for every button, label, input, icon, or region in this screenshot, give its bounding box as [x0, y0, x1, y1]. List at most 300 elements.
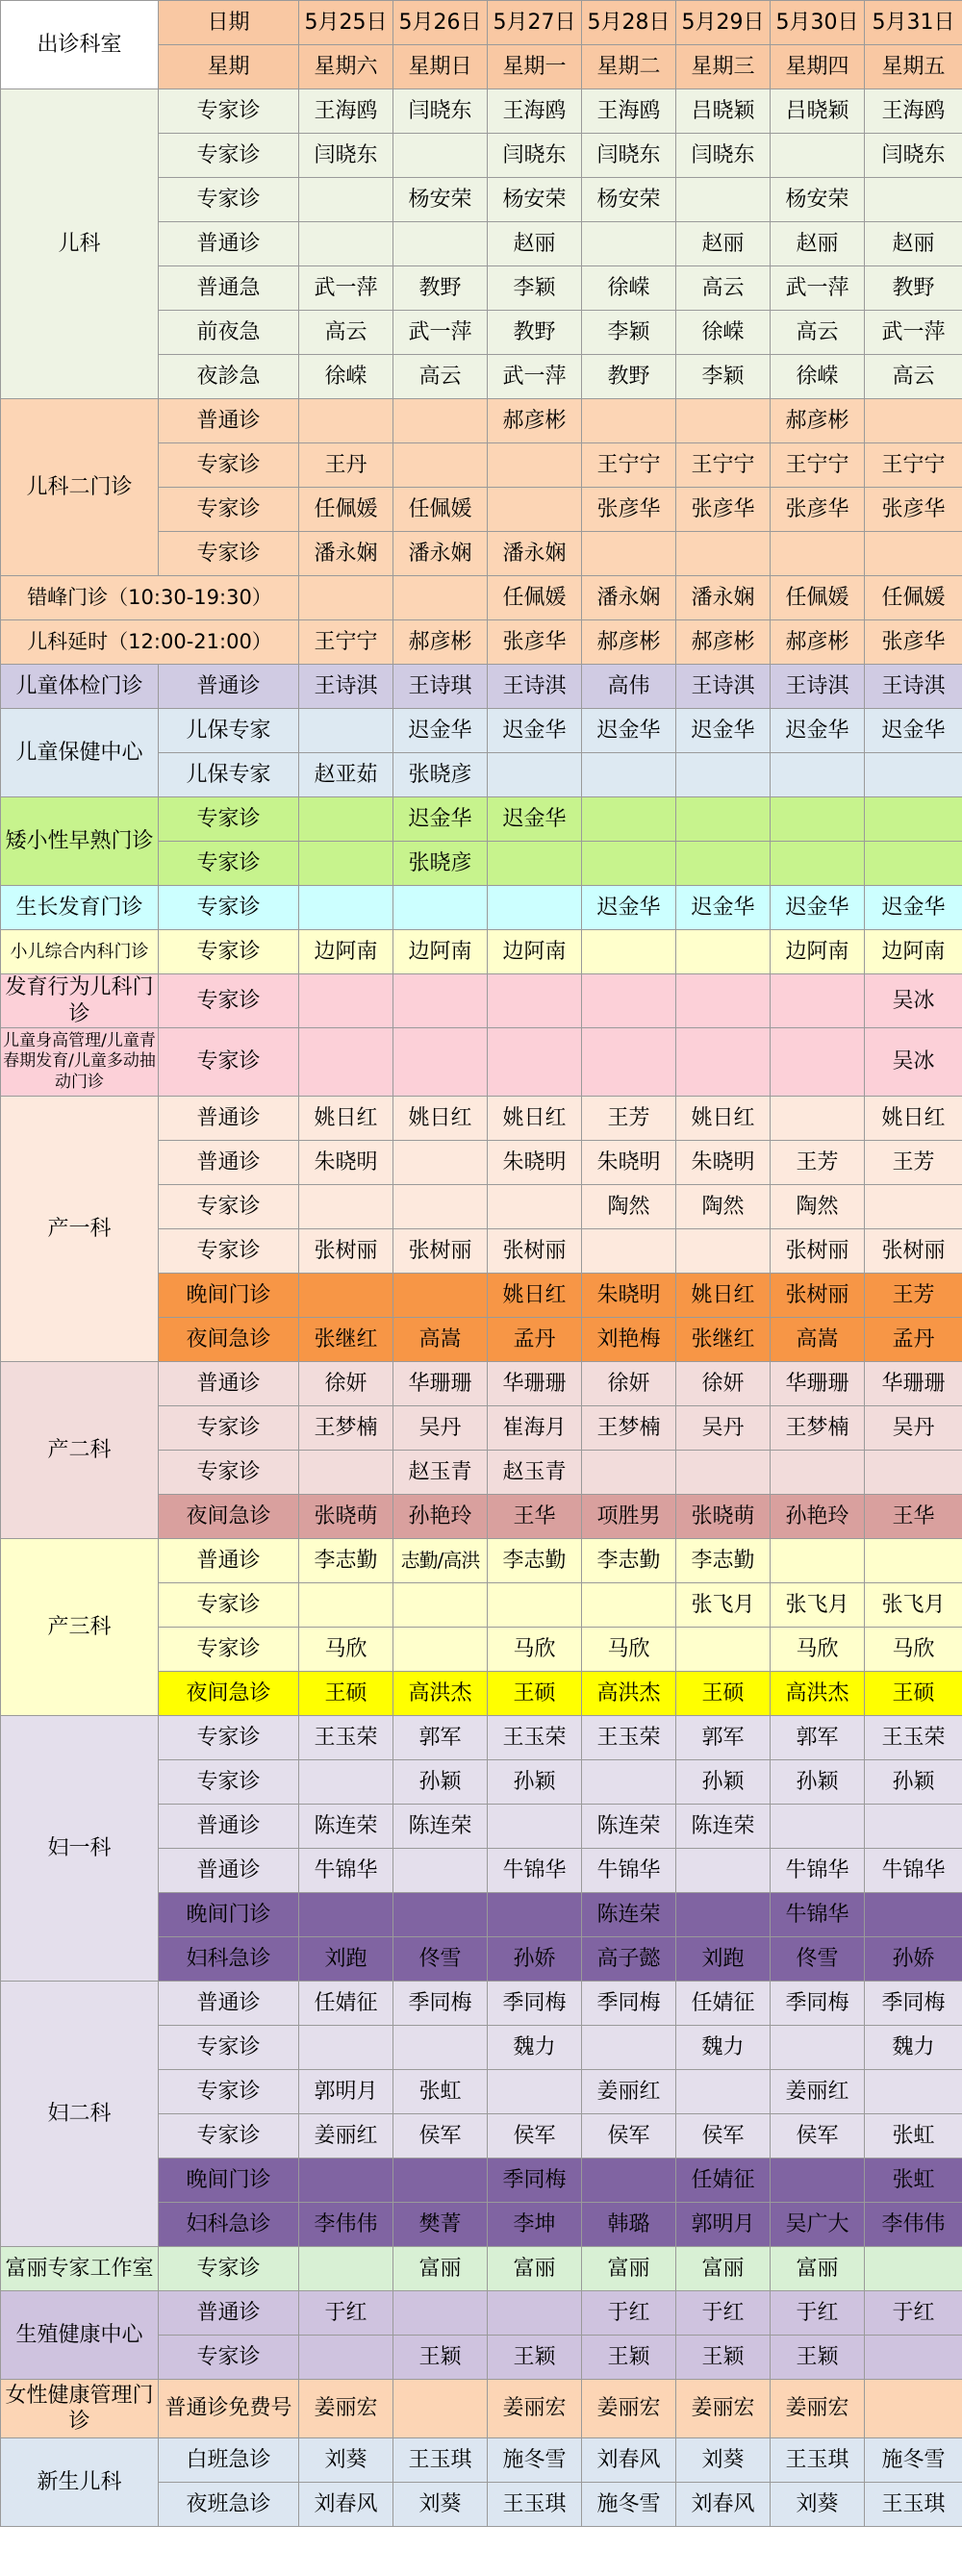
date-header: 5月28日 [582, 1, 676, 45]
doctor-cell: 刘跑 [299, 1937, 393, 1982]
doctor-cell: 高嵩 [771, 1318, 865, 1362]
clinic-type: 晚间门诊 [159, 1893, 299, 1937]
doctor-cell [771, 1097, 865, 1141]
clinic-type: 专家诊 [159, 178, 299, 222]
department-name: 产二科 [1, 1362, 159, 1539]
doctor-cell: 赵玉青 [488, 1451, 582, 1495]
schedule-row [1, 2438, 962, 2483]
doctor-cell: 迟金华 [676, 886, 771, 930]
doctor-cell: 韩璐 [582, 2203, 676, 2247]
doctor-cell [393, 2380, 488, 2438]
doctor-cell [299, 797, 393, 842]
doctor-cell [582, 930, 676, 974]
schedule-row [1, 797, 962, 842]
department-name: 儿科二门诊 [1, 399, 159, 576]
doctor-cell [582, 2159, 676, 2203]
doctor-cell: 王玉荣 [299, 1716, 393, 1760]
doctor-cell: 边阿南 [299, 930, 393, 974]
doctor-cell: 孙颖 [771, 1760, 865, 1805]
doctor-cell: 王芳 [582, 1097, 676, 1141]
doctor-cell: 牛锦华 [299, 1849, 393, 1893]
doctor-cell: 郭军 [393, 1716, 488, 1760]
doctor-cell: 吕晓颖 [771, 89, 865, 134]
doctor-cell [865, 1805, 962, 1849]
doctor-cell [582, 222, 676, 266]
schedule-row [1, 399, 962, 443]
clinic-type: 专家诊 [159, 2247, 299, 2291]
doctor-cell [488, 2070, 582, 2114]
doctor-cell: 朱晓明 [488, 1141, 582, 1185]
doctor-cell: 姜丽红 [582, 2070, 676, 2114]
doctor-cell [676, 532, 771, 576]
doctor-cell: 朱晓明 [582, 1141, 676, 1185]
doctor-cell [299, 1185, 393, 1229]
clinic-type: 妇科急诊 [159, 2203, 299, 2247]
doctor-cell: 侯军 [582, 2114, 676, 2159]
doctor-cell [771, 532, 865, 576]
doctor-cell: 吴冰 [865, 1028, 962, 1097]
doctor-cell: 于红 [299, 2291, 393, 2336]
schedule-row [1, 2291, 962, 2336]
doctor-cell [771, 1805, 865, 1849]
clinic-type: 普通诊 [159, 2291, 299, 2336]
doctor-cell: 朱晓明 [582, 1274, 676, 1318]
doctor-cell: 武一萍 [393, 311, 488, 355]
doctor-cell: 姚日红 [488, 1097, 582, 1141]
weekday-header: 星期三 [676, 45, 771, 89]
doctor-cell [865, 178, 962, 222]
doctor-cell [771, 797, 865, 842]
doctor-cell [393, 1141, 488, 1185]
doctor-cell: 王颖 [393, 2336, 488, 2380]
doctor-cell: 教野 [582, 355, 676, 399]
doctor-cell: 季同梅 [582, 1982, 676, 2026]
clinic-type: 夜班急诊 [159, 2483, 299, 2527]
doctor-cell [393, 1028, 488, 1097]
doctor-cell [582, 842, 676, 886]
doctor-cell: 牛锦华 [488, 1849, 582, 1893]
doctor-cell: 边阿南 [488, 930, 582, 974]
doctor-cell: 张继红 [676, 1318, 771, 1362]
schedule-body [1, 1, 962, 2527]
doctor-cell: 张树丽 [393, 1229, 488, 1274]
department-name: 儿科延时（12:00-21:00） [1, 620, 299, 665]
doctor-cell [865, 1451, 962, 1495]
doctor-cell [865, 1185, 962, 1229]
doctor-cell: 张晓彦 [393, 842, 488, 886]
doctor-cell: 魏力 [865, 2026, 962, 2070]
weekday-header: 星期五 [865, 45, 962, 89]
clinic-type: 普通诊 [159, 1805, 299, 1849]
doctor-cell: 王宁宁 [865, 443, 962, 488]
doctor-cell: 闫晓东 [676, 134, 771, 178]
clinic-type: 普通诊免费号 [159, 2380, 299, 2438]
clinic-type: 普通诊 [159, 665, 299, 709]
doctor-cell: 马欣 [865, 1628, 962, 1672]
date-header: 5月31日 [865, 1, 962, 45]
doctor-cell: 任婧征 [676, 2159, 771, 2203]
doctor-cell: 张彦华 [488, 620, 582, 665]
doctor-cell [582, 753, 676, 797]
clinic-type: 专家诊 [159, 842, 299, 886]
doctor-cell [676, 974, 771, 1028]
doctor-cell: 王海鸥 [488, 89, 582, 134]
doctor-cell: 郭军 [771, 1716, 865, 1760]
doctor-cell: 华珊珊 [865, 1362, 962, 1406]
doctor-cell: 孙艳玲 [393, 1495, 488, 1539]
date-header: 5月25日 [299, 1, 393, 45]
doctor-cell: 季同梅 [771, 1982, 865, 2026]
doctor-cell: 陈连荣 [299, 1805, 393, 1849]
doctor-cell: 郭军 [676, 1716, 771, 1760]
doctor-cell: 教野 [488, 311, 582, 355]
date-header: 5月30日 [771, 1, 865, 45]
schedule-row [1, 1716, 962, 1760]
doctor-cell [393, 1274, 488, 1318]
doctor-cell [393, 576, 488, 620]
doctor-cell [676, 753, 771, 797]
doctor-cell [393, 886, 488, 930]
department-name: 生长发育门诊 [1, 886, 159, 930]
doctor-cell: 潘永娴 [393, 532, 488, 576]
doctor-cell: 吴丹 [676, 1406, 771, 1451]
doctor-cell [393, 2026, 488, 2070]
doctor-cell: 孙颖 [393, 1760, 488, 1805]
doctor-cell: 迟金华 [488, 797, 582, 842]
clinic-type: 专家诊 [159, 2070, 299, 2114]
doctor-cell: 姚日红 [865, 1097, 962, 1141]
department-name: 妇二科 [1, 1982, 159, 2247]
doctor-cell [865, 753, 962, 797]
doctor-cell: 王梦楠 [771, 1406, 865, 1451]
doctor-cell: 牛锦华 [771, 1849, 865, 1893]
doctor-cell: 牛锦华 [865, 1849, 962, 1893]
clinic-type: 专家诊 [159, 1185, 299, 1229]
doctor-cell: 闫晓东 [865, 134, 962, 178]
clinic-type: 专家诊 [159, 532, 299, 576]
doctor-cell: 任佩媛 [393, 488, 488, 532]
schedule-row [1, 1982, 962, 2026]
doctor-cell: 王芳 [771, 1141, 865, 1185]
doctor-cell: 牛锦华 [771, 1893, 865, 1937]
doctor-cell: 教野 [393, 266, 488, 311]
doctor-cell: 富丽 [582, 2247, 676, 2291]
doctor-cell [676, 930, 771, 974]
doctor-cell: 张虹 [865, 2159, 962, 2203]
doctor-cell: 高嵩 [393, 1318, 488, 1362]
doctor-cell: 富丽 [393, 2247, 488, 2291]
doctor-cell: 王丹 [299, 443, 393, 488]
doctor-cell: 徐嵘 [582, 266, 676, 311]
doctor-cell: 徐嵘 [771, 355, 865, 399]
doctor-cell: 朱晓明 [676, 1141, 771, 1185]
clinic-type: 普通诊 [159, 1362, 299, 1406]
date-header: 5月27日 [488, 1, 582, 45]
doctor-cell [865, 532, 962, 576]
date-label: 日期 [159, 1, 299, 45]
doctor-cell: 张飞月 [771, 1583, 865, 1628]
clinic-type: 专家诊 [159, 134, 299, 178]
doctor-cell: 姜丽宏 [582, 2380, 676, 2438]
doctor-cell: 张彦华 [582, 488, 676, 532]
doctor-cell: 华珊珊 [771, 1362, 865, 1406]
clinic-type: 夜间急诊 [159, 1672, 299, 1716]
doctor-cell [865, 399, 962, 443]
clinic-type: 专家诊 [159, 1451, 299, 1495]
clinic-type: 普通诊 [159, 1982, 299, 2026]
doctor-cell: 杨安荣 [771, 178, 865, 222]
doctor-cell: 陈连荣 [582, 1805, 676, 1849]
doctor-cell: 朱晓明 [299, 1141, 393, 1185]
clinic-type: 普通诊 [159, 1539, 299, 1583]
doctor-cell: 姚日红 [676, 1274, 771, 1318]
doctor-cell [393, 2291, 488, 2336]
doctor-cell: 王玉荣 [865, 1716, 962, 1760]
doctor-cell [582, 399, 676, 443]
doctor-cell: 王颖 [488, 2336, 582, 2380]
doctor-cell [865, 842, 962, 886]
doctor-cell: 李坤 [488, 2203, 582, 2247]
weekday-header: 星期六 [299, 45, 393, 89]
doctor-cell [676, 797, 771, 842]
doctor-cell: 张树丽 [299, 1229, 393, 1274]
doctor-cell [299, 576, 393, 620]
clinic-type: 专家诊 [159, 974, 299, 1028]
doctor-cell: 志勤/高洪 [393, 1539, 488, 1583]
doctor-cell [299, 709, 393, 753]
doctor-cell: 武一萍 [771, 266, 865, 311]
clinic-type: 普通诊 [159, 1097, 299, 1141]
doctor-cell: 魏力 [676, 2026, 771, 2070]
doctor-cell: 马欣 [771, 1628, 865, 1672]
doctor-cell: 姜丽宏 [488, 2380, 582, 2438]
doctor-cell [676, 1028, 771, 1097]
doctor-cell [771, 134, 865, 178]
clinic-type: 儿保专家 [159, 709, 299, 753]
weekday-header: 星期一 [488, 45, 582, 89]
doctor-cell: 迟金华 [393, 797, 488, 842]
doctor-cell [299, 178, 393, 222]
doctor-cell: 杨安荣 [582, 178, 676, 222]
doctor-cell: 陶然 [676, 1185, 771, 1229]
doctor-cell: 孙颖 [676, 1760, 771, 1805]
schedule-row [1, 1362, 962, 1406]
doctor-cell: 王华 [488, 1495, 582, 1539]
clinic-type: 普通急 [159, 266, 299, 311]
schedule-row [1, 886, 962, 930]
doctor-cell [582, 797, 676, 842]
doctor-cell: 刘葵 [299, 2438, 393, 2483]
doctor-cell: 富丽 [676, 2247, 771, 2291]
doctor-cell: 崔海月 [488, 1406, 582, 1451]
doctor-cell: 潘永娴 [676, 576, 771, 620]
doctor-cell: 于红 [865, 2291, 962, 2336]
clinic-type: 晚间门诊 [159, 1274, 299, 1318]
clinic-type: 专家诊 [159, 1760, 299, 1805]
department-name: 妇一科 [1, 1716, 159, 1982]
department-name: 小儿综合内科门诊 [1, 930, 159, 974]
doctor-cell: 高洪杰 [771, 1672, 865, 1716]
doctor-cell: 张树丽 [865, 1229, 962, 1274]
clinic-type: 专家诊 [159, 1229, 299, 1274]
clinic-type: 专家诊 [159, 1628, 299, 1672]
doctor-cell: 刘葵 [393, 2483, 488, 2527]
schedule-row [1, 665, 962, 709]
clinic-type: 前夜急 [159, 311, 299, 355]
doctor-cell: 郝彦彬 [676, 620, 771, 665]
doctor-cell [582, 1583, 676, 1628]
schedule-row [1, 1539, 962, 1583]
schedule-row [1, 709, 962, 753]
doctor-cell: 孙颖 [865, 1760, 962, 1805]
doctor-cell: 王颖 [676, 2336, 771, 2380]
doctor-cell [299, 1028, 393, 1097]
clinic-type: 妇科急诊 [159, 1937, 299, 1982]
doctor-cell: 任婧征 [676, 1982, 771, 2026]
department-name: 儿科 [1, 89, 159, 399]
doctor-cell [299, 2159, 393, 2203]
doctor-cell [582, 532, 676, 576]
doctor-cell: 杨安荣 [488, 178, 582, 222]
doctor-cell: 姚日红 [488, 1274, 582, 1318]
doctor-cell [299, 1274, 393, 1318]
clinic-type: 专家诊 [159, 89, 299, 134]
doctor-cell: 张晓彦 [393, 753, 488, 797]
schedule-row [1, 930, 962, 974]
doctor-cell: 徐妍 [582, 1362, 676, 1406]
department-name: 儿童保健中心 [1, 709, 159, 797]
date-header: 5月29日 [676, 1, 771, 45]
doctor-cell [582, 1760, 676, 1805]
doctor-cell: 孙颖 [488, 1760, 582, 1805]
doctor-cell: 闫晓东 [488, 134, 582, 178]
clinic-type: 专家诊 [159, 2114, 299, 2159]
clinic-type: 晚间门诊 [159, 2159, 299, 2203]
department-name: 产三科 [1, 1539, 159, 1716]
doctor-cell [393, 443, 488, 488]
header-row-dates [1, 1, 962, 45]
doctor-cell [299, 2336, 393, 2380]
clinic-type: 专家诊 [159, 1583, 299, 1628]
doctor-cell: 李颖 [488, 266, 582, 311]
doctor-cell: 项胜男 [582, 1495, 676, 1539]
doctor-cell: 赵亚茹 [299, 753, 393, 797]
doctor-cell: 高子懿 [582, 1937, 676, 1982]
doctor-cell [582, 1229, 676, 1274]
clinic-type: 专家诊 [159, 488, 299, 532]
clinic-type: 普通诊 [159, 399, 299, 443]
doctor-cell: 高洪杰 [393, 1672, 488, 1716]
doctor-cell: 王诗淇 [299, 665, 393, 709]
doctor-cell: 马欣 [299, 1628, 393, 1672]
doctor-cell: 迟金华 [771, 886, 865, 930]
doctor-cell: 佟雪 [393, 1937, 488, 1982]
doctor-cell [299, 2247, 393, 2291]
doctor-cell: 郭明月 [676, 2203, 771, 2247]
doctor-cell [299, 1583, 393, 1628]
doctor-cell: 张飞月 [865, 1583, 962, 1628]
doctor-cell: 郝彦彬 [488, 399, 582, 443]
doctor-cell [865, 2070, 962, 2114]
doctor-cell: 季同梅 [488, 1982, 582, 2026]
doctor-cell [676, 1451, 771, 1495]
doctor-cell: 马欣 [488, 1628, 582, 1672]
clinic-type: 专家诊 [159, 930, 299, 974]
doctor-cell: 张树丽 [771, 1229, 865, 1274]
doctor-cell: 王玉琪 [393, 2438, 488, 2483]
doctor-cell: 高云 [676, 266, 771, 311]
doctor-cell: 吴广大 [771, 2203, 865, 2247]
department-name: 生殖健康中心 [1, 2291, 159, 2380]
doctor-cell [488, 1805, 582, 1849]
doctor-cell: 王梦楠 [299, 1406, 393, 1451]
doctor-cell [393, 974, 488, 1028]
doctor-cell: 王宁宁 [771, 443, 865, 488]
schedule-row [1, 620, 962, 665]
doctor-cell: 王硕 [865, 1672, 962, 1716]
doctor-cell: 王诗琪 [393, 665, 488, 709]
doctor-cell: 姜丽红 [771, 2070, 865, 2114]
doctor-cell [676, 842, 771, 886]
doctor-cell: 侯军 [393, 2114, 488, 2159]
doctor-cell [488, 488, 582, 532]
doctor-cell [771, 753, 865, 797]
doctor-cell: 王玉荣 [488, 1716, 582, 1760]
doctor-cell: 任婧征 [299, 1982, 393, 2026]
doctor-cell: 高云 [299, 311, 393, 355]
doctor-cell [865, 797, 962, 842]
department-name: 儿童身高管理/儿童青春期发育/儿童多动抽动门诊 [1, 1028, 159, 1097]
clinic-type: 专家诊 [159, 2026, 299, 2070]
doctor-cell: 吴冰 [865, 974, 962, 1028]
department-name: 错峰门诊（10:30-19:30） [1, 576, 299, 620]
doctor-cell [299, 1760, 393, 1805]
doctor-cell: 刘艳梅 [582, 1318, 676, 1362]
doctor-cell: 魏力 [488, 2026, 582, 2070]
doctor-cell: 赵丽 [676, 222, 771, 266]
doctor-cell: 刘春风 [582, 2438, 676, 2483]
doctor-cell [488, 443, 582, 488]
department-name: 新生儿科 [1, 2438, 159, 2527]
doctor-cell: 陈连荣 [582, 1893, 676, 1937]
doctor-cell: 陶然 [771, 1185, 865, 1229]
doctor-cell: 季同梅 [393, 1982, 488, 2026]
doctor-cell: 施冬雪 [488, 2438, 582, 2483]
doctor-cell: 张晓萌 [299, 1495, 393, 1539]
doctor-cell [676, 399, 771, 443]
doctor-cell: 王梦楠 [582, 1406, 676, 1451]
clinic-type: 普通诊 [159, 1141, 299, 1185]
doctor-cell [488, 842, 582, 886]
doctor-cell: 迟金华 [865, 709, 962, 753]
doctor-cell: 李伟伟 [299, 2203, 393, 2247]
doctor-cell: 张飞月 [676, 1583, 771, 1628]
department-name: 富丽专家工作室 [1, 2247, 159, 2291]
doctor-cell: 张彦华 [865, 620, 962, 665]
doctor-cell: 张虹 [393, 2070, 488, 2114]
doctor-cell [488, 753, 582, 797]
doctor-cell: 陈连荣 [676, 1805, 771, 1849]
doctor-cell: 刘葵 [676, 2438, 771, 2483]
clinic-type: 夜診急 [159, 355, 299, 399]
doctor-cell [393, 399, 488, 443]
doctor-cell [299, 399, 393, 443]
department-name: 矮小性早熟门诊 [1, 797, 159, 886]
schedule-row [1, 2247, 962, 2291]
doctor-cell: 武一萍 [865, 311, 962, 355]
doctor-cell: 侯军 [488, 2114, 582, 2159]
doctor-cell: 王颖 [771, 2336, 865, 2380]
